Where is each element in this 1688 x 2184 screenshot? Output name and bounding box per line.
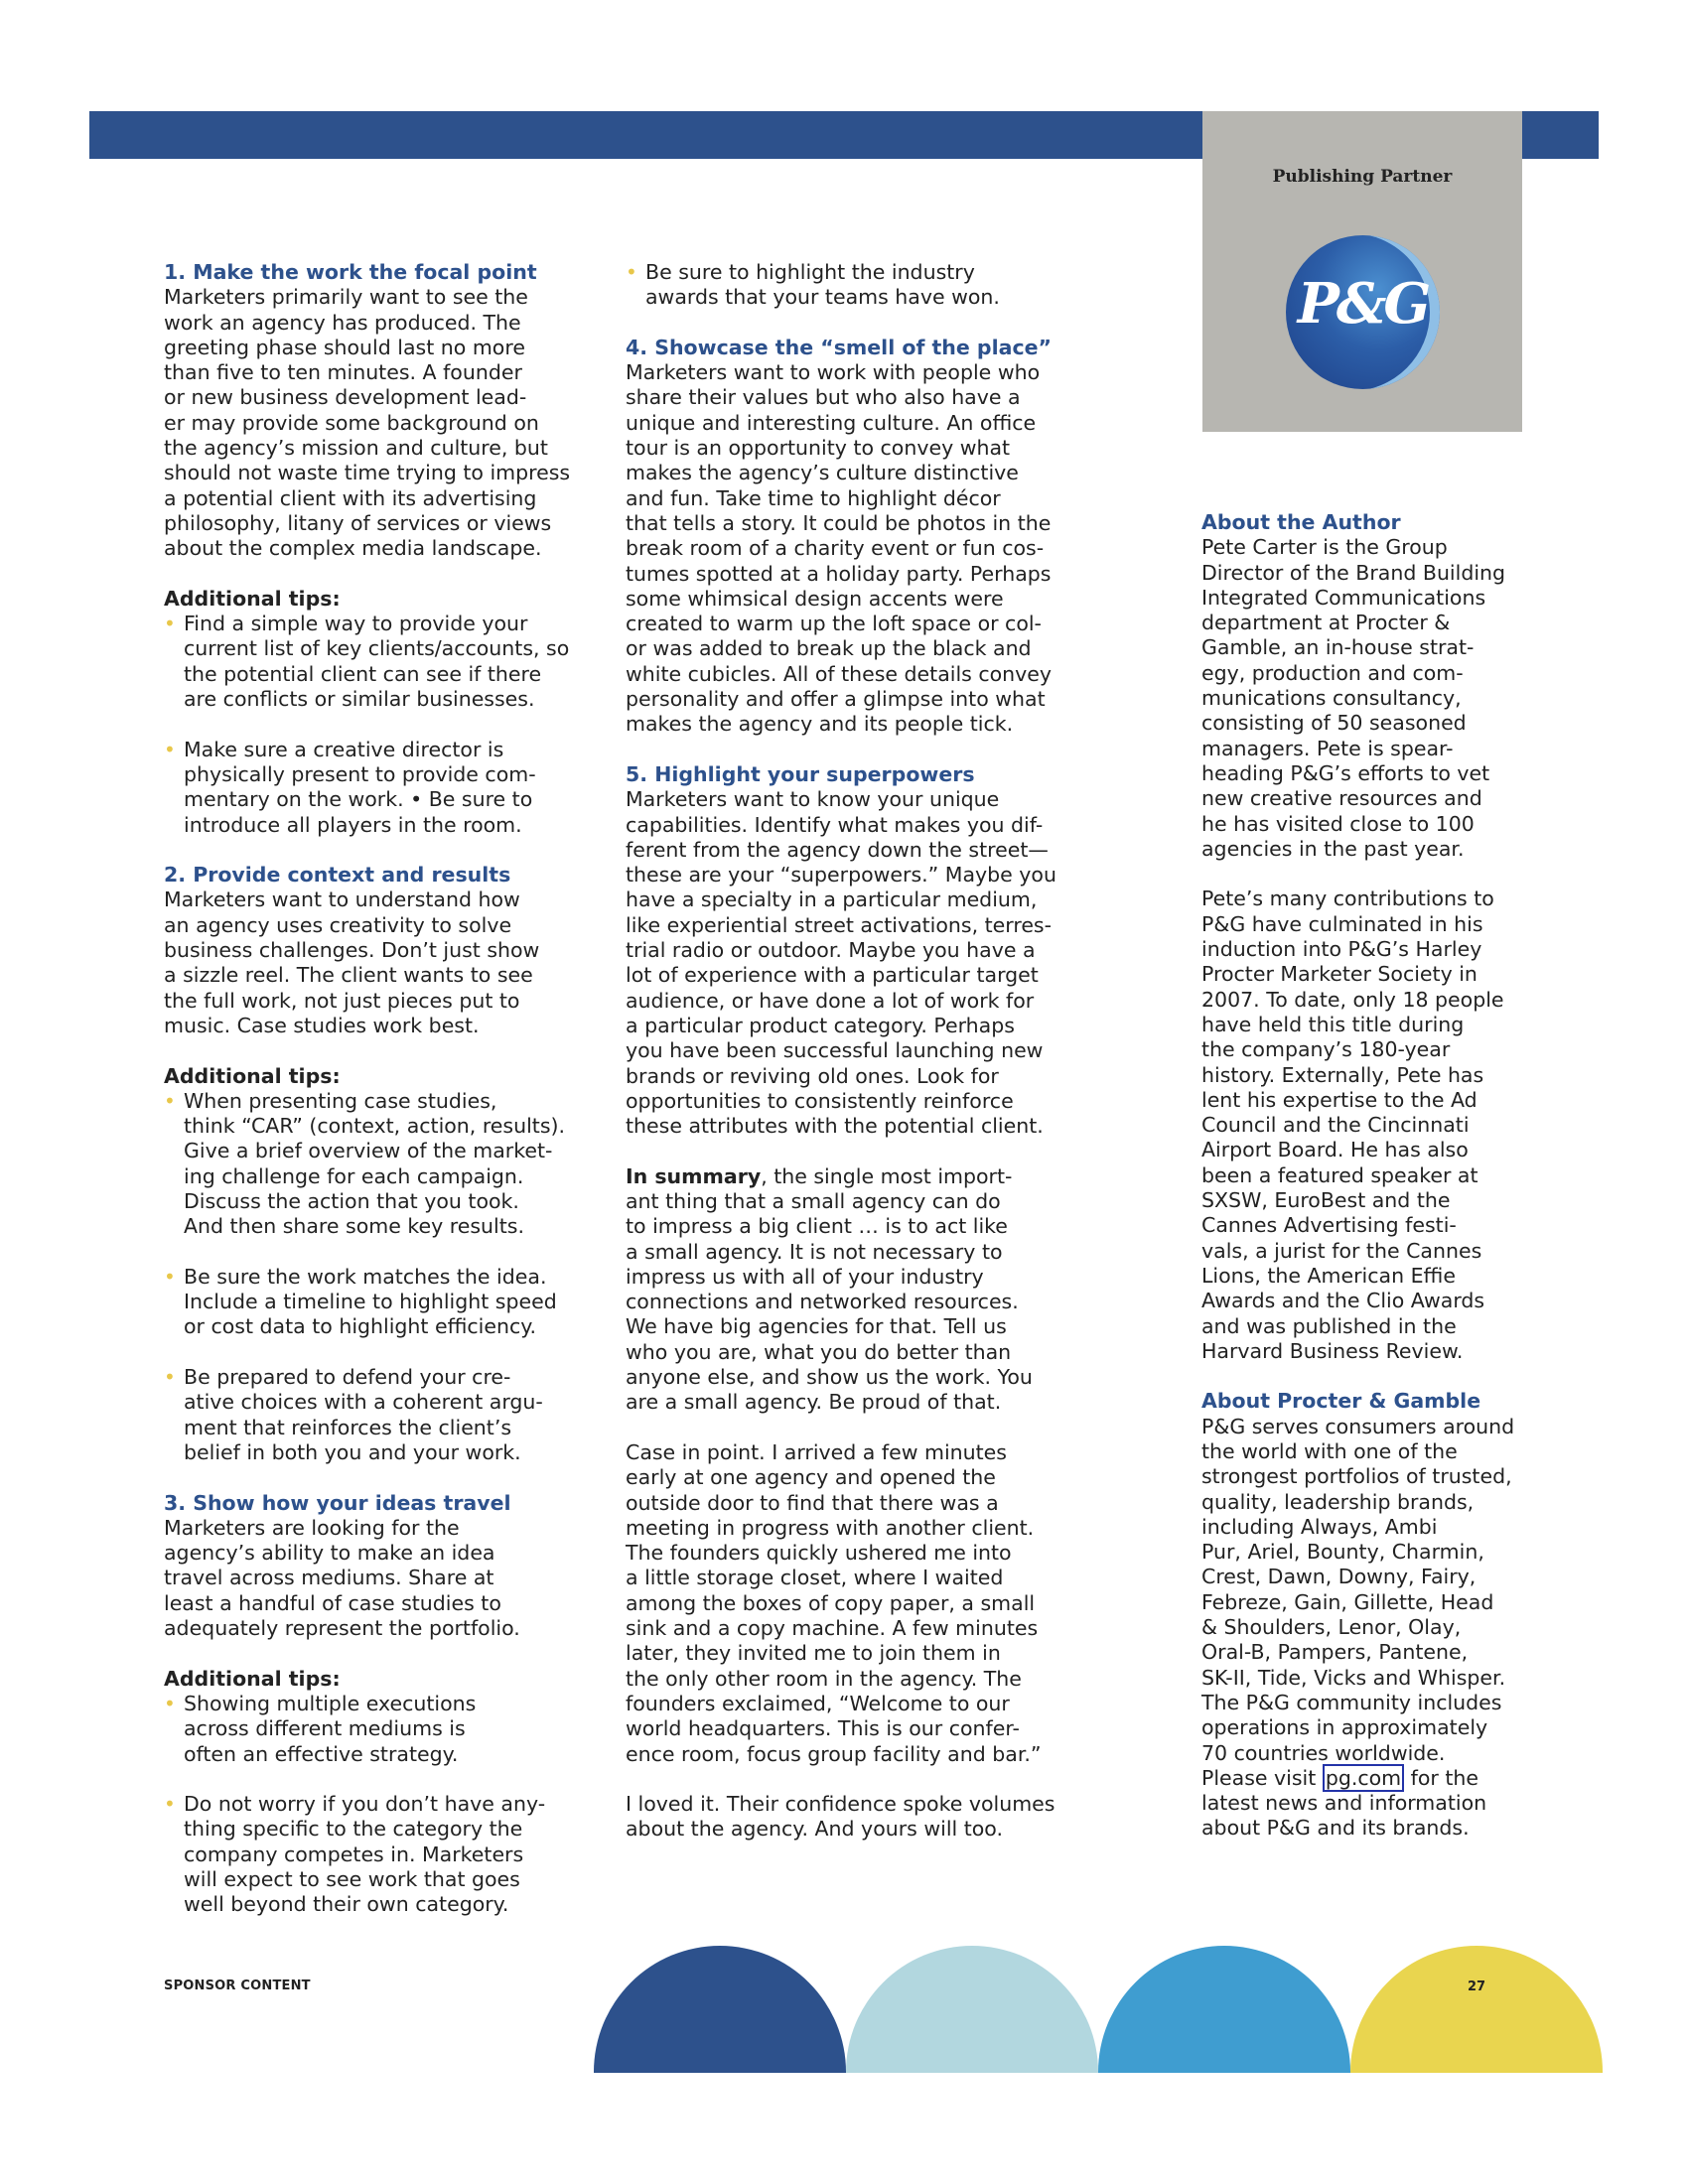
text-line: physically present to provide com- bbox=[184, 761, 536, 786]
text-line: the potential client can see if there bbox=[184, 661, 542, 686]
text-line: he has visited close to 100 bbox=[1201, 811, 1475, 836]
tip-item bbox=[164, 1692, 601, 1767]
text-line: operations in approximately bbox=[1201, 1715, 1488, 1740]
section-body bbox=[626, 787, 1082, 1139]
tips-label: Additional tips: bbox=[164, 1063, 341, 1088]
text-line: heading P&G’s efforts to vet bbox=[1201, 760, 1490, 785]
tip-item bbox=[164, 1089, 601, 1240]
text-line: are a small agency. Be proud of that. bbox=[626, 1390, 1002, 1415]
bullet-icon: • bbox=[164, 1365, 176, 1390]
section-heading: 4. Showcase the “smell of the place” bbox=[626, 335, 1052, 359]
text-line: philosophy, litany of services or views bbox=[164, 510, 552, 535]
text-line: strongest portfolios of trusted, bbox=[1201, 1464, 1512, 1489]
section-body bbox=[164, 887, 601, 1038]
text-line: business challenges. Don’t just show bbox=[164, 938, 540, 963]
author-bio-2 bbox=[1201, 887, 1539, 1364]
text-line: well beyond their own category. bbox=[184, 1892, 509, 1917]
company-body bbox=[1201, 1415, 1539, 1766]
column-2 bbox=[626, 260, 1082, 1843]
text-line: Find a simple way to provide your bbox=[184, 612, 528, 636]
text-line: consisting of 50 seasoned bbox=[1201, 711, 1467, 736]
section-body bbox=[164, 285, 601, 561]
text-line: And then share some key results. bbox=[184, 1214, 524, 1239]
section-body bbox=[164, 1516, 601, 1641]
pg-com-link[interactable]: pg.com bbox=[1323, 1764, 1404, 1792]
arc-sky-blue bbox=[1098, 1946, 1350, 2073]
text-line: Make sure a creative director is bbox=[184, 737, 504, 761]
publishing-partner-label: Publishing Partner bbox=[1272, 167, 1453, 187]
text-line: who you are, what you do better than bbox=[626, 1339, 1012, 1364]
text-line: unique and interesting culture. An office bbox=[626, 410, 1037, 435]
text-line: Pete Carter is the Group bbox=[1201, 535, 1448, 560]
text-line: Procter Marketer Society in bbox=[1201, 962, 1477, 987]
text-line: impress us with all of your industry bbox=[626, 1264, 984, 1289]
text-line: or cost data to highlight efficiency. bbox=[184, 1314, 536, 1339]
summary-first-line: In summary, the single most import- bbox=[626, 1163, 1013, 1188]
text-line: a particular product category. Perhaps bbox=[626, 1013, 1015, 1037]
text-line: about the complex media landscape. bbox=[164, 536, 542, 561]
tips-list bbox=[626, 260, 1082, 311]
bullet-icon: • bbox=[164, 737, 176, 761]
text-line: music. Case studies work best. bbox=[164, 1013, 480, 1037]
text-line: or new business development lead- bbox=[164, 385, 527, 410]
text-line: or was added to break up the black and bbox=[626, 636, 1032, 661]
text-line: We have big agencies for that. Tell us bbox=[626, 1314, 1007, 1339]
text-line: travel across mediums. Share at bbox=[164, 1566, 494, 1590]
text-line: least a handful of case studies to bbox=[164, 1590, 501, 1615]
text-line: a little storage closet, where I waited bbox=[626, 1566, 1004, 1590]
text-line: created to warm up the loft space or col- bbox=[626, 612, 1042, 636]
text-line: about the agency. And yours will too. bbox=[626, 1817, 1004, 1842]
text-line: Awards and the Clio Awards bbox=[1201, 1289, 1485, 1313]
text-line: like experiential street activations, terres- bbox=[626, 912, 1053, 937]
text-line: mentary on the work. • Be sure to bbox=[184, 787, 533, 812]
text-line: an agency uses creativity to solve bbox=[164, 912, 512, 937]
text-line: latest news and information bbox=[1201, 1791, 1487, 1816]
text-line: you have been successful launching new bbox=[626, 1038, 1044, 1063]
bullet-icon: • bbox=[164, 1691, 176, 1715]
text-line: awards that your teams have won. bbox=[645, 285, 1000, 310]
text-line: later, they invited me to join them in bbox=[626, 1641, 1001, 1666]
text-line: Marketers primarily want to see the bbox=[164, 285, 528, 310]
text-line: early at one agency and opened the bbox=[626, 1465, 996, 1490]
text-line: ant thing that a small agency can do bbox=[626, 1188, 1001, 1213]
text-line: including Always, Ambi bbox=[1201, 1514, 1438, 1539]
text-line: work an agency has produced. The bbox=[164, 310, 521, 335]
tips-list bbox=[164, 1089, 601, 1465]
text-line: Be sure to highlight the industry bbox=[645, 260, 975, 284]
text-line: ferent from the agency down the street— bbox=[626, 837, 1049, 862]
bullet-icon: • bbox=[164, 612, 176, 636]
text-line: SXSW, EuroBest and the bbox=[1201, 1188, 1451, 1213]
text-line: a potential client with its advertising bbox=[164, 485, 537, 510]
bullet-icon: • bbox=[164, 1088, 176, 1113]
text-line: outside door to find that there was a bbox=[626, 1490, 999, 1515]
text-line: Marketers are looking for the bbox=[164, 1515, 460, 1540]
text-line: among the boxes of copy paper, a small bbox=[626, 1590, 1036, 1615]
company-heading: About Procter & Gamble bbox=[1201, 1389, 1481, 1414]
text-line: Gamble, an in-house strat- bbox=[1201, 635, 1475, 660]
text-line: 70 countries worldwide. bbox=[1201, 1740, 1446, 1765]
text-line: agencies in the past year. bbox=[1201, 836, 1465, 861]
text-line: Director of the Brand Building bbox=[1201, 560, 1506, 585]
text-line: The founders quickly ushered me into bbox=[626, 1541, 1012, 1566]
text-line: meeting in progress with another client. bbox=[626, 1515, 1035, 1540]
text-line: break room of a charity event or fun cos- bbox=[626, 536, 1045, 561]
text-line: thing specific to the category the bbox=[184, 1817, 523, 1842]
section-heading: 2. Provide context and results bbox=[164, 863, 511, 887]
text-line: sink and a copy machine. A few minutes bbox=[626, 1616, 1039, 1641]
bullet-icon: • bbox=[626, 260, 637, 284]
text-line: Case in point. I arrived a few minutes bbox=[626, 1439, 1007, 1464]
text-line: the company’s 180-year bbox=[1201, 1037, 1451, 1062]
text-line: founders exclaimed, “Welcome to our bbox=[626, 1691, 1010, 1715]
text-line: often an effective strategy. bbox=[184, 1741, 459, 1766]
text-line: Marketers want to work with people who bbox=[626, 360, 1041, 385]
text-line: think “CAR” (context, action, results). bbox=[184, 1114, 566, 1139]
text-line: Crest, Dawn, Downy, Fairy, bbox=[1201, 1565, 1477, 1589]
text-line: have held this title during bbox=[1201, 1012, 1465, 1036]
text-line: ing challenge for each campaign. bbox=[184, 1163, 524, 1188]
text-line: department at Procter & bbox=[1201, 611, 1451, 635]
text-line: greeting phase should last no more bbox=[164, 335, 525, 359]
column-1 bbox=[164, 260, 601, 1918]
bullet-icon: • bbox=[164, 1264, 176, 1289]
text-line: Marketers want to understand how bbox=[164, 887, 520, 912]
text-line: SK-II, Tide, Vicks and Whisper. bbox=[1201, 1665, 1506, 1690]
text-line: that tells a story. It could be photos in the bbox=[626, 510, 1052, 535]
column-3 bbox=[1201, 510, 1539, 1842]
text-line: Lions, the American Effie bbox=[1201, 1263, 1456, 1288]
text-line: Showing multiple executions bbox=[184, 1691, 477, 1715]
pg-logo-text: P&G bbox=[1297, 271, 1429, 337]
text-line: capabilities. Identify what makes you dif- bbox=[626, 812, 1044, 837]
company-closing bbox=[1201, 1791, 1539, 1842]
text-line: Discuss the action that you took. bbox=[184, 1188, 519, 1213]
bullet-icon: • bbox=[164, 1792, 176, 1817]
visit-line: Please visit pg.com for the bbox=[1201, 1765, 1479, 1790]
text-line: across different mediums is bbox=[184, 1716, 466, 1741]
text-line: should not waste time trying to impress bbox=[164, 461, 571, 485]
arc-light-blue bbox=[846, 1946, 1098, 2073]
text-line: and was published in the bbox=[1201, 1313, 1457, 1338]
text-line: belief in both you and your work. bbox=[184, 1439, 521, 1464]
text-line: induction into P&G’s Harley bbox=[1201, 937, 1482, 962]
decorative-arcs bbox=[594, 1946, 1607, 2073]
text-line: Harvard Business Review. bbox=[1201, 1338, 1464, 1363]
text-line: managers. Pete is spear- bbox=[1201, 736, 1454, 760]
text-line: Marketers want to know your unique bbox=[626, 787, 1000, 812]
arc-dark-blue bbox=[594, 1946, 846, 2073]
text-line: personality and offer a glimpse into what bbox=[626, 687, 1046, 712]
text-line: lent his expertise to the Ad bbox=[1201, 1087, 1477, 1112]
text-line: than five to ten minutes. A founder bbox=[164, 360, 522, 385]
section-heading: 1. Make the work the focal point bbox=[164, 260, 537, 284]
tip-item bbox=[164, 738, 601, 838]
text-line: I loved it. Their confidence spoke volumes bbox=[626, 1792, 1055, 1817]
text-line: Pur, Ariel, Bounty, Charmin, bbox=[1201, 1540, 1484, 1565]
text-line: the only other room in the agency. The bbox=[626, 1666, 1022, 1691]
text-line: tour is an opportunity to convey what bbox=[626, 436, 1011, 461]
text-line: Include a timeline to highlight speed bbox=[184, 1290, 557, 1314]
tips-list bbox=[164, 1692, 601, 1918]
arc-yellow bbox=[1350, 1946, 1603, 2073]
case-in-point-body bbox=[626, 1440, 1082, 1767]
tip-item bbox=[164, 612, 601, 712]
text-line: Be prepared to defend your cre- bbox=[184, 1365, 511, 1390]
closing-body bbox=[626, 1792, 1082, 1843]
text-line: opportunities to consistently reinforce bbox=[626, 1088, 1014, 1113]
text-line: new creative resources and bbox=[1201, 786, 1482, 811]
tips-list bbox=[164, 612, 601, 838]
text-line: er may provide some background on bbox=[164, 410, 539, 435]
text-line: vals, a jurist for the Cannes bbox=[1201, 1238, 1482, 1263]
text-line: connections and networked resources. bbox=[626, 1290, 1019, 1314]
text-line: audience, or have done a lot of work for bbox=[626, 988, 1035, 1013]
summary-lead: In summary bbox=[626, 1163, 762, 1188]
text-line: a sizzle reel. The client wants to see bbox=[164, 963, 533, 988]
text-line: to impress a big client … is to act like bbox=[626, 1214, 1008, 1239]
text-line: Give a brief overview of the market- bbox=[184, 1139, 553, 1163]
section-body bbox=[626, 360, 1082, 737]
text-line: brands or reviving old ones. Look for bbox=[626, 1063, 999, 1088]
text-line: the full work, not just pieces put to bbox=[164, 988, 520, 1013]
text-line: been a featured speaker at bbox=[1201, 1162, 1478, 1187]
text-line: P&G have culminated in his bbox=[1201, 911, 1483, 936]
text-line: history. Externally, Pete has bbox=[1201, 1062, 1484, 1087]
text-line: tumes spotted at a holiday party. Perhaps bbox=[626, 561, 1052, 586]
text-line: makes the agency’s culture distinctive bbox=[626, 461, 1019, 485]
tips-label: Additional tips: bbox=[164, 1666, 341, 1691]
text-line: agency’s ability to make an idea bbox=[164, 1541, 495, 1566]
text-line: The P&G community includes bbox=[1201, 1690, 1502, 1714]
text-line: ment that reinforces the client’s bbox=[184, 1415, 512, 1439]
tip-item bbox=[164, 1365, 601, 1465]
text-line: the world with one of the bbox=[1201, 1438, 1458, 1463]
text-line: are conflicts or similar businesses. bbox=[184, 687, 535, 712]
text-line: adequately represent the portfolio. bbox=[164, 1616, 520, 1641]
section-heading: 3. Show how your ideas travel bbox=[164, 1490, 511, 1515]
text-line: Be sure the work matches the idea. bbox=[184, 1264, 547, 1289]
text-line: world headquarters. This is our confer- bbox=[626, 1716, 1020, 1741]
text-line: Integrated Communications bbox=[1201, 585, 1486, 610]
tip-item bbox=[164, 1265, 601, 1340]
author-heading: About the Author bbox=[1201, 510, 1401, 534]
text-line: Febreze, Gain, Gillette, Head bbox=[1201, 1589, 1494, 1614]
text-line: have a specialty in a particular medium, bbox=[626, 887, 1038, 912]
text-line: P&G serves consumers around bbox=[1201, 1414, 1515, 1438]
text-line: Cannes Advertising festi- bbox=[1201, 1213, 1457, 1238]
page-number: 27 bbox=[1467, 1979, 1486, 1994]
text-line: munications consultancy, bbox=[1201, 686, 1462, 711]
pg-logo-icon bbox=[1286, 235, 1440, 389]
text-line: Council and the Cincinnati bbox=[1201, 1113, 1470, 1138]
text-line: introduce all players in the room. bbox=[184, 812, 522, 837]
summary-body bbox=[626, 1189, 1082, 1416]
sponsor-content-label: SPONSOR CONTENT bbox=[164, 1979, 311, 1993]
text-line: these attributes with the potential client. bbox=[626, 1114, 1044, 1139]
text-line: trial radio or outdoor. Maybe you have a bbox=[626, 938, 1036, 963]
text-line: company competes in. Marketers bbox=[184, 1842, 524, 1866]
text-line: ative choices with a coherent argu- bbox=[184, 1390, 543, 1415]
publishing-partner-box bbox=[1202, 111, 1522, 432]
text-line: share their values but who also have a bbox=[626, 385, 1021, 410]
text-line: the agency’s mission and culture, but bbox=[164, 436, 548, 461]
text-line: ence room, focus group facility and bar.” bbox=[626, 1741, 1042, 1766]
text-line: anyone else, and show us the work. You bbox=[626, 1365, 1033, 1390]
text-line: these are your “superpowers.” Maybe you bbox=[626, 863, 1056, 887]
text-line: Airport Board. He has also bbox=[1201, 1138, 1469, 1162]
tip-item bbox=[626, 260, 1082, 311]
tip-item bbox=[164, 1792, 601, 1917]
text-line: will expect to see work that goes bbox=[184, 1867, 520, 1891]
text-line: current list of key clients/accounts, so bbox=[184, 636, 570, 661]
text-line: quality, leadership brands, bbox=[1201, 1489, 1475, 1514]
text-line: 2007. To date, only 18 people bbox=[1201, 987, 1504, 1012]
text-line: white cubicles. All of these details convey bbox=[626, 661, 1053, 686]
section-heading: 5. Highlight your superpowers bbox=[626, 761, 975, 786]
text-line: about P&G and its brands. bbox=[1201, 1816, 1470, 1841]
text-line: makes the agency and its people tick. bbox=[626, 712, 1014, 737]
text-line: & Shoulders, Lenor, Olay, bbox=[1201, 1615, 1462, 1640]
tips-label: Additional tips: bbox=[164, 586, 341, 611]
text-line: When presenting case studies, bbox=[184, 1088, 497, 1113]
text-line: Pete’s many contributions to bbox=[1201, 887, 1494, 911]
text-line: some whimsical design accents were bbox=[626, 586, 1004, 611]
text-line: egy, production and com- bbox=[1201, 660, 1464, 685]
text-line: lot of experience with a particular target bbox=[626, 963, 1039, 988]
text-line: a small agency. It is not necessary to bbox=[626, 1239, 1003, 1264]
text-line: Do not worry if you don’t have any- bbox=[184, 1792, 546, 1817]
text-line: and fun. Take time to highlight décor bbox=[626, 485, 1001, 510]
text-line: Oral-B, Pampers, Pantene, bbox=[1201, 1640, 1469, 1665]
author-bio bbox=[1201, 535, 1539, 862]
